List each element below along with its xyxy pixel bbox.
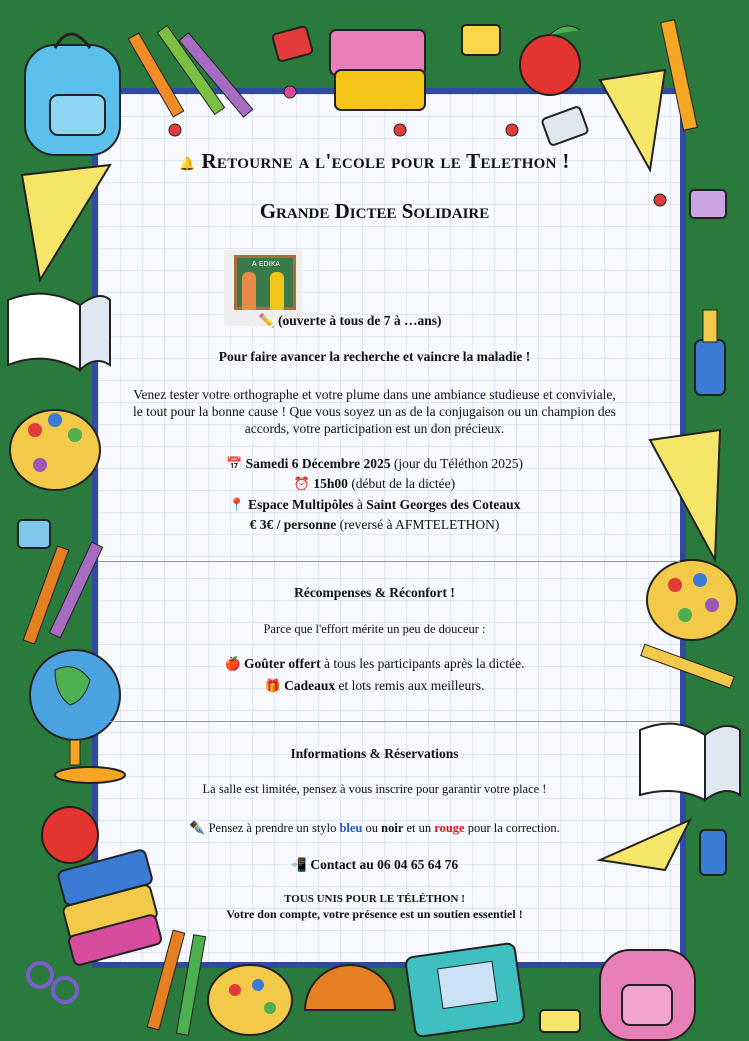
event-time: ⏰ 15h00 (début de la dictée) xyxy=(293,476,456,492)
divider-2 xyxy=(98,721,680,722)
apple-icon: 🍎 xyxy=(224,657,241,672)
pin-icon: 📍 xyxy=(228,498,245,513)
rewards-item-snack: 🍎 Goûter offert à tous les participants après la dictée. xyxy=(224,656,525,672)
footer-line-1: TOUS UNIS POUR LE TÉLÉTHON ! xyxy=(284,893,465,905)
rewards-item-gifts: 🎁 Cadeaux et lots remis aux meilleurs. xyxy=(264,678,485,694)
tagline: Pour faire avancer la recherche et vaincre la maladie ! xyxy=(218,349,531,364)
info-limited: La salle est limitée, pensez à vous inscrire pour garantir votre place ! xyxy=(202,782,547,796)
rewards-heading: Récompenses & Réconfort ! xyxy=(294,585,455,600)
contact-line[interactable] xyxy=(0,856,749,875)
rewards-intro: Parce que l'effort mérite un peu de douceur : xyxy=(263,622,486,636)
bell-icon: 🔔 xyxy=(179,157,196,172)
pencil-icon: ✏️ xyxy=(258,314,275,329)
contact-phone[interactable]: Contact au 06 04 65 64 76 xyxy=(310,857,459,872)
calendar-icon: 📅 xyxy=(226,457,243,472)
pen-icon: ✒️ xyxy=(189,821,206,836)
page-title xyxy=(0,149,749,174)
event-place: 📍 Espace Multipôles à Saint Georges des Coteaux xyxy=(228,497,521,513)
alarm-clock-icon: ⏰ xyxy=(293,477,311,492)
event-date: 📅 Samedi 6 Décembre 2025 (jour du Téléthon 2025) xyxy=(226,456,523,472)
chalkboard-label: A EDIKA xyxy=(251,260,281,268)
intro-paragraph-3: accords, votre participation est un don précieux. xyxy=(244,421,505,436)
age-note: ✏️ (ouverte à tous de 7 à …ans) xyxy=(258,313,442,329)
phone-icon: 📲 xyxy=(290,858,308,873)
page-subtitle: Grande Dictee Solidaire xyxy=(259,199,490,223)
intro-paragraph-2: le tout pour la bonne cause ! Que vous soyez un as de la conjugaison ou un champion des xyxy=(133,404,616,419)
info-heading: Informations & Réservations xyxy=(290,746,459,761)
gift-icon: 🎁 xyxy=(264,679,281,694)
title-text: Retourne a l'ecole pour le Telethon ! xyxy=(201,149,570,173)
intro-paragraph-1: Venez tester votre orthographe et votre plume dans une ambiance studieuse et conviviale, xyxy=(133,387,616,402)
divider-1 xyxy=(98,561,680,562)
footer-line-2: Votre don compte, votre présence est un soutien essentiel ! xyxy=(226,907,523,921)
event-price: € 3€ / personne (reversé à AFMTELETHON) xyxy=(249,517,500,532)
info-pen-note: ✒️ Pensez à prendre un stylo bleu ou noir et un rouge pour la correction. xyxy=(189,821,560,836)
